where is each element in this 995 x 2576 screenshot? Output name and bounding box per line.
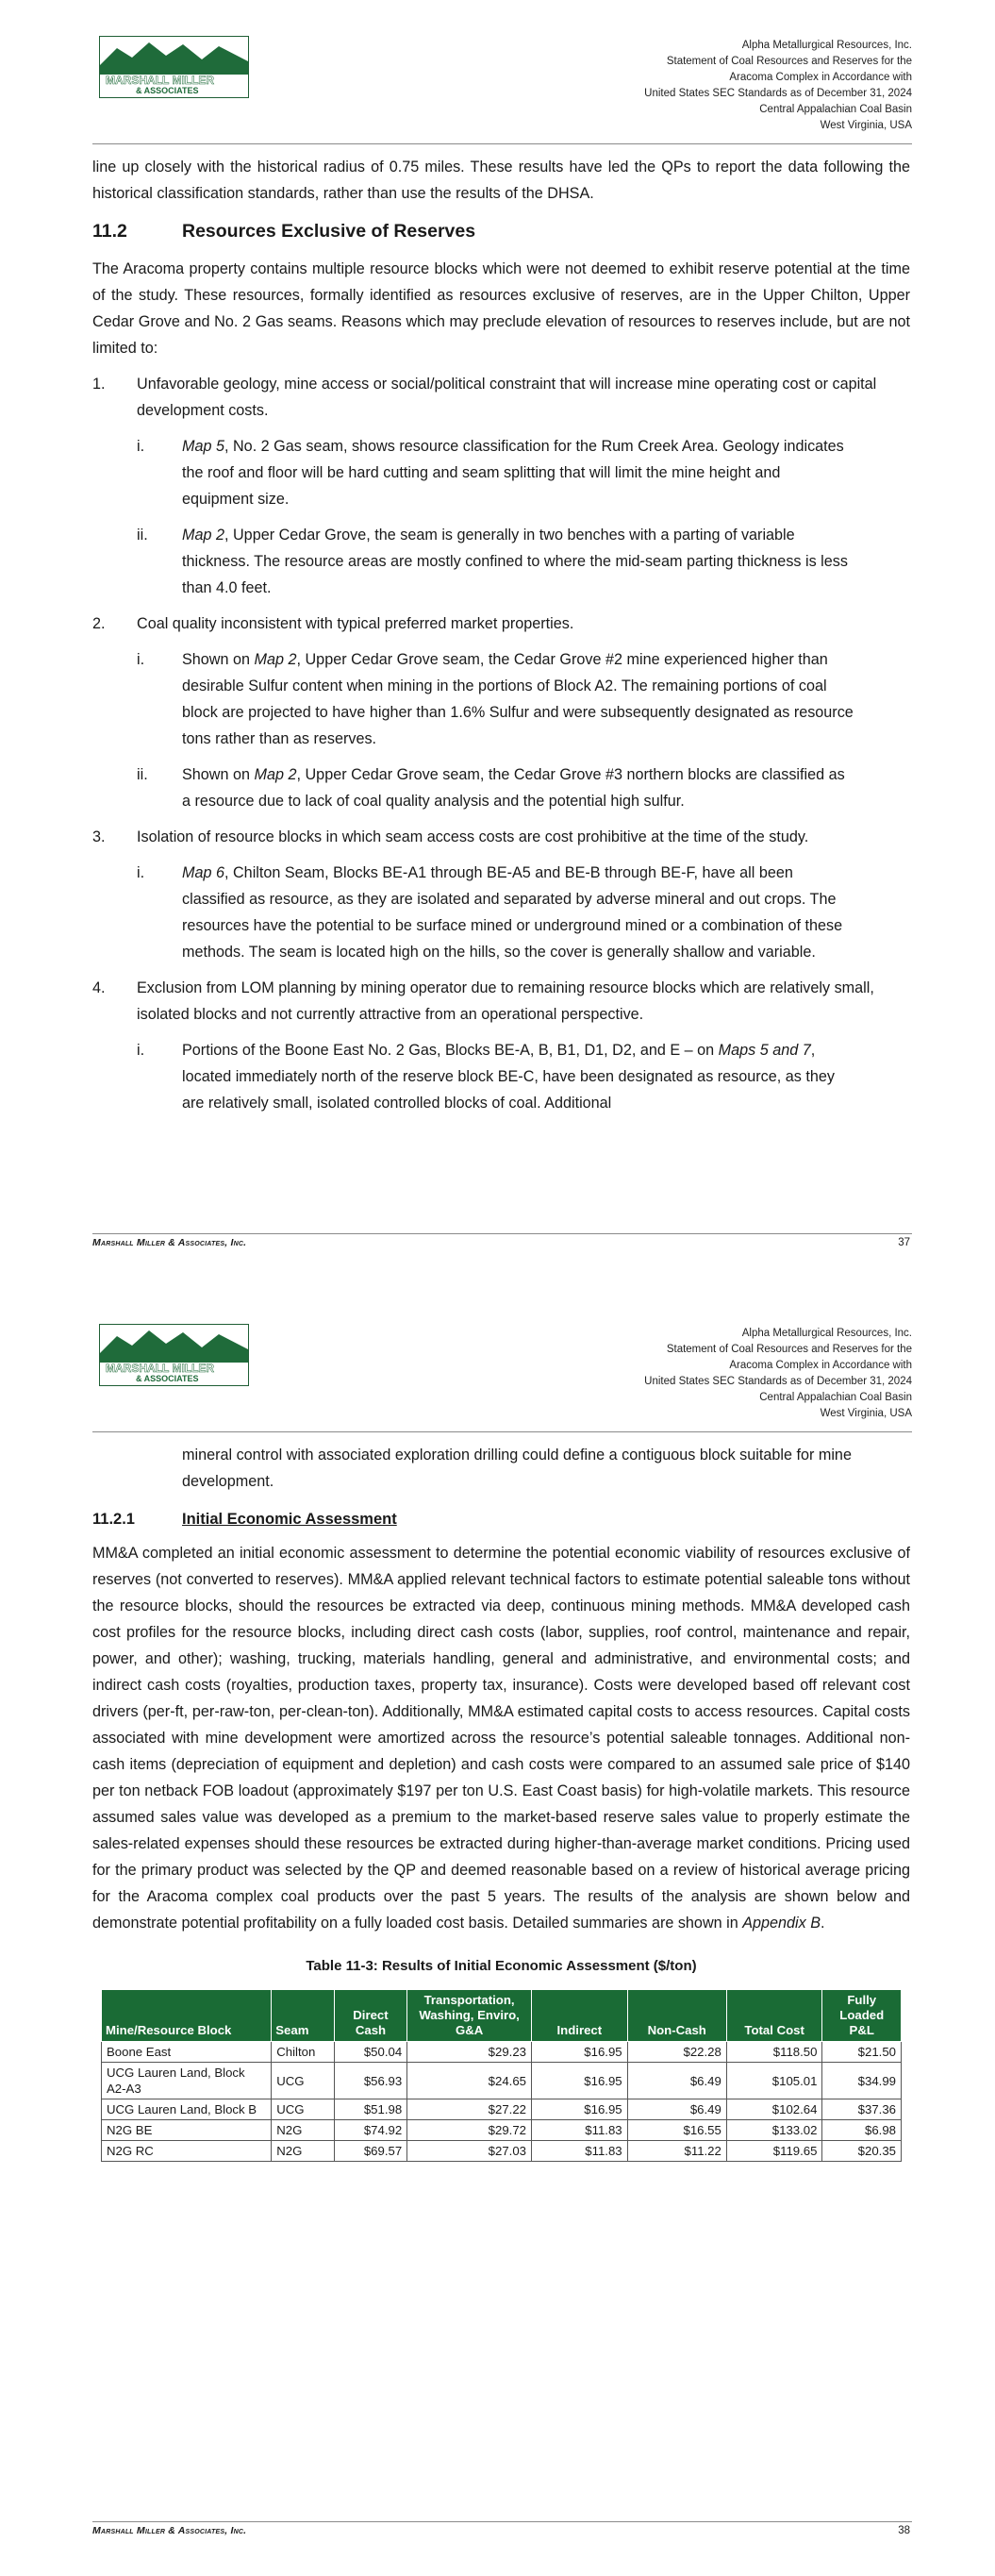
header-line: Statement of Coal Resources and Reserves for the xyxy=(666,1344,912,1355)
section-heading xyxy=(92,218,910,244)
section-paragraph: The Aracoma property contains multiple resource blocks which were not deemed to exhibit reserve potential at the time of the study. These resources, formally identified as resources exclusive of reserves, are in the Upper Chilton, Upper Cedar Grove and No. 2 Gas seams. Reasons which may preclude elevation of resources to reserves include, but are not limited to: xyxy=(92,260,910,357)
table-row: UCG Lauren Land, Block A2-A3 UCG $56.93 $24.65 $16.95 $6.49 $105.01 $34.99 xyxy=(102,2063,902,2099)
column-header: Seam xyxy=(272,1990,335,2042)
appendix-reference: Appendix B xyxy=(742,1915,821,1932)
footer-company: Marshall Miller & Associates, Inc. xyxy=(92,1237,247,1248)
subsection-title: Initial Economic Assessment xyxy=(182,1511,397,1528)
subsection-heading xyxy=(92,1506,910,1532)
section-title: Resources Exclusive of Reserves xyxy=(182,221,476,242)
sub-list-item: i. Map 5, No. 2 Gas seam, shows resource classification for the Rum Creek Area. Geology indicates the roof and floor will be hard cutting and seam splitting that will limit the mine height and equipment size. xyxy=(137,438,844,508)
map-reference: Map 5 xyxy=(182,438,224,455)
page-body xyxy=(92,154,910,1116)
header-divider xyxy=(92,143,912,144)
svg-text:& ASSOCIATES: & ASSOCIATES xyxy=(136,1374,199,1383)
column-header: Direct Cash xyxy=(334,1990,406,2042)
header-line: West Virginia, USA xyxy=(820,120,912,131)
header-line: United States SEC Standards as of December 31, 2024 xyxy=(644,88,912,99)
header-line: Central Appalachian Coal Basin xyxy=(759,104,912,115)
table-caption: Table 11-3: Results of Initial Economic Assessment ($/ton) xyxy=(306,1958,697,1974)
table-header-row xyxy=(102,1990,902,2042)
page-38 xyxy=(0,1288,995,2576)
table-row: N2G RC N2G $69.57 $27.03 $11.83 $11.22 $119.65 $20.35 xyxy=(102,2141,902,2162)
map-reference: Maps 5 and 7 xyxy=(718,1042,811,1059)
column-header: Fully Loaded P&L xyxy=(822,1990,902,2042)
list-item: 3. Isolation of resource blocks in which seam access costs are cost prohibitive at the time of the study. xyxy=(92,828,809,845)
sub-list-item: i. Shown on Map 2, Upper Cedar Grove seam, the Cedar Grove #2 mine experienced higher than desirable Sulfur content when mining in the portions of Block A2. The remaining portions of coal block are projected to have higher than 1.6% Sulfur and were subsequently designated as resource tons rather than as reserves. xyxy=(137,651,854,747)
page-number: 37 xyxy=(898,1237,910,1248)
section-number: 11.2 xyxy=(92,221,127,242)
column-header: Mine/Resource Block xyxy=(102,1990,272,2042)
header-line: West Virginia, USA xyxy=(820,1408,912,1419)
continued-text: mineral control with associated exploration drilling could define a contiguous block suitable for mine development. xyxy=(182,1447,852,1490)
header-divider xyxy=(92,1431,912,1432)
footer-divider xyxy=(92,1233,912,1234)
list-item: 1. Unfavorable geology, mine access or social/political constraint that will increase mine operating cost or capital development costs. xyxy=(92,376,877,419)
sub-list-item: ii. Map 2, Upper Cedar Grove, the seam is generally in two benches with a parting of variable thickness. The resource areas are mostly confined to where the mid-seam parting thickness is less than 4.0 feet. xyxy=(137,527,848,596)
header-line: Statement of Coal Resources and Reserves for the xyxy=(666,56,912,67)
table-row: N2G BE N2G $74.92 $29.72 $11.83 $16.55 $133.02 $6.98 xyxy=(102,2120,902,2141)
svg-text:& ASSOCIATES: & ASSOCIATES xyxy=(136,86,199,95)
list-item: 2. Coal quality inconsistent with typical preferred market properties. xyxy=(92,615,574,632)
footer-divider xyxy=(92,2521,912,2522)
document-header xyxy=(644,38,912,134)
subsection-number: 11.2.1 xyxy=(92,1511,135,1528)
map-reference: Map 2 xyxy=(254,651,297,668)
column-header: Total Cost xyxy=(726,1990,822,2042)
header-line: Alpha Metallurgical Resources, Inc. xyxy=(741,1328,912,1339)
assessment-paragraph: MM&A completed an initial economic assessment to determine the potential economic viability of resources exclusive of reserves (not converted to reserves). MM&A applied relevant technical factors to estimate potential saleable tons without the resource blocks, should the resources be extracted via deep, continuous mining methods. MM&A developed cash cost profiles for the resource blocks, including direct cash costs (labor, supplies, roof control, maintenance and repair, power, and other); washing, trucking, materials handling, general and administrative, and environmental costs; and indirect cash costs (royalties, production taxes, property tax, insurance). Costs were developed based off relevant cost drivers (per-ft, per-raw-ton, per-clean-ton). Additionally, MM&A estimated capital costs to access resources. Capital costs associated with mine development were amortized across the resource’s potential saleable tonnages. Additional non-cash items (depreciation of equipment and depletion) and cash costs were compared to an assumed sale price of $140 per ton netback FOB loadout (approximately $197 per ton U.S. East Coast basis) for high-volatile markets. This resource assumed sales value was developed as a premium to the market-based reserve sales value to properly estimate the sales-related expenses should these resources be extracted during higher-than-average market conditions. Pricing used for the primary product was selected by the QP and deemed reasonable based on a review of historical average pricing for the Aracoma complex coal products over the past 5 years. The results of the analysis are shown below and demonstrate potential profitability on a fully loaded cost basis. Detailed summaries are shown in Appendix B. xyxy=(92,1545,910,1932)
intro-paragraph: line up closely with the historical radius of 0.75 miles. These results have led the QPs to report the data following the historical classification standards, rather than use the results of the DHSA. xyxy=(92,159,910,202)
document-header xyxy=(644,1326,912,1422)
header-line: United States SEC Standards as of December 31, 2024 xyxy=(644,1376,912,1387)
list-item: 4. Exclusion from LOM planning by mining operator due to remaining resource blocks which are relatively small, isolated blocks and not currently attractive from an operational perspective. xyxy=(92,979,874,1023)
svg-text:MARSHALL MILLER: MARSHALL MILLER xyxy=(106,74,215,87)
svg-text:MARSHALL MILLER: MARSHALL MILLER xyxy=(106,1362,215,1375)
economic-assessment-table xyxy=(101,1989,902,2162)
map-reference: Map 6 xyxy=(182,864,224,881)
table-row: UCG Lauren Land, Block B UCG $51.98 $27.22 $16.95 $6.49 $102.64 $37.36 xyxy=(102,2099,902,2120)
sub-list-item: i. Portions of the Boone East No. 2 Gas, Blocks BE-A, B, B1, D1, D2, and E – on Maps 5 and 7, located immediately north of the reserve block BE-C, have been designated as resource, as they are relatively small, isolated controlled blocks of coal. Additional xyxy=(137,1042,835,1112)
header-line: Central Appalachian Coal Basin xyxy=(759,1392,912,1403)
column-header: Non-Cash xyxy=(627,1990,726,2042)
table-row: Boone East Chilton $50.04 $29.23 $16.95 $22.28 $118.50 $21.50 xyxy=(102,2042,902,2063)
page-body xyxy=(92,1442,910,2162)
page-number: 38 xyxy=(898,2525,910,2536)
map-reference: Map 2 xyxy=(254,766,297,783)
header-line: Aracoma Complex in Accordance with xyxy=(729,72,912,83)
footer-company: Marshall Miller & Associates, Inc. xyxy=(92,2525,247,2536)
column-header: Transportation, Washing, Enviro, G&A xyxy=(407,1990,532,2042)
sub-list-item: ii. Shown on Map 2, Upper Cedar Grove seam, the Cedar Grove #3 northern blocks are classified as a resource due to lack of coal quality analysis and the potential high sulfur. xyxy=(137,766,845,810)
header-line: Aracoma Complex in Accordance with xyxy=(729,1360,912,1371)
sub-list-item: i. Map 6, Chilton Seam, Blocks BE-A1 through BE-A5 and BE-B through BE-F, have all been classified as resource, as they are isolated and separated by adverse mineral and out crops. The resources have the potential to be surface mined or underground mined or a combination of these methods. The seam is located high on the hills, so the cover is generally shallow and variable. xyxy=(137,864,843,961)
company-logo xyxy=(99,1324,249,1386)
header-line: Alpha Metallurgical Resources, Inc. xyxy=(741,40,912,51)
company-logo xyxy=(99,36,249,98)
column-header: Indirect xyxy=(532,1990,628,2042)
map-reference: Map 2 xyxy=(182,527,224,544)
